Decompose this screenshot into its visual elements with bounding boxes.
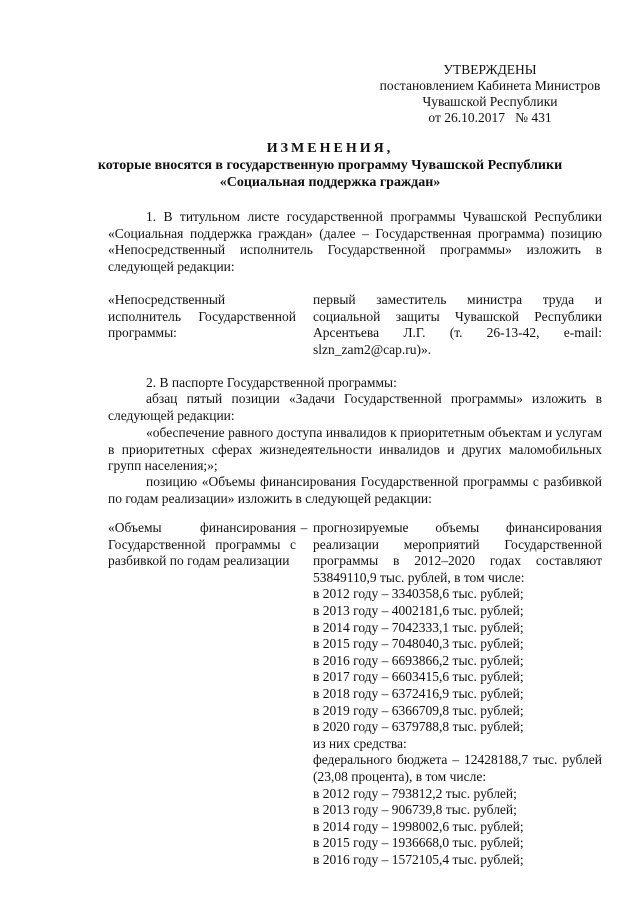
finance-federal-year-line: в 2014 году – 1998002,6 тыс. рублей; [313,818,524,834]
finance-dash: – [300,520,308,535]
finance-federal: федерального бюджета – 12428188,7 тыс. рублей (23,08 процента), в том числе: [313,752,602,784]
approval-date-number: от 26.10.2017 № 431 [428,110,552,125]
finance-label: «Объемы финансирования Государственной программы с разбивкой по годам реализации [108,520,296,569]
section2-heading: 2. В паспорте Государственной программы: [146,375,397,390]
document-title [60,140,600,191]
section2-p3: позицию «Объемы финансирования Государственной программы с разбивкой по годам реализации» изложить в следующей редакции: [108,474,602,506]
finance-federal-year-line: в 2016 году – 1572105,4 тыс. рублей; [313,851,524,867]
executor-row [108,292,602,360]
executor-label: «Непосредственный исполнитель Государственной программы: [108,292,296,341]
approval-republic: Чувашской Республики [422,94,558,109]
finance-year-line: в 2015 году – 7048040,3 тыс. рублей; [313,636,524,652]
finance-year-line: в 2012 году – 3340358,6 тыс. рублей; [313,586,524,602]
section1-text: 1. В титульном листе государственной программы Чувашской Республики «Социальная поддержка граждан» (далее – Государственная программа) позицию «Непосредственный исполнитель Государственной программы» изложить в следующей редакции: [108,209,602,274]
title-program-name: «Социальная поддержка граждан» [219,175,441,190]
finance-intro: прогнозируемые объемы финансирования реализации мероприятий Государственной программы в 2012–2020 годах составляют 53849110,9 тыс. рублей, в том числе: [313,520,602,585]
finance-year-line: в 2014 году – 7042333,1 тыс. рублей; [313,619,524,635]
finance-row [108,520,602,905]
section2-p2: «обеспечение равного доступа инвалидов к приоритетным объектам и услугам в приоритетных сферах жизнедеятельности инвалидов и других маломобильных групп населения;»; [108,425,602,474]
finance-value [313,520,602,868]
section2-p1: абзац пятый позиции «Задачи Государственной программы» изложить в следующей редакции: [108,391,602,423]
finance-year-line: в 2017 году – 6603415,6 тыс. рублей; [313,669,524,685]
approval-title: УТВЕРЖДЕНЫ [443,62,537,77]
title-main: ИЗМЕНЕНИЯ, [266,141,394,156]
approval-resolution: постановлением Кабинета Министров [379,78,601,93]
finance-federal-year-line: в 2015 году – 1936668,0 тыс. рублей; [313,835,524,851]
finance-year-line: в 2016 году – 6693866,2 тыс. рублей; [313,652,524,668]
approval-stamp [370,62,610,126]
finance-year-line: в 2018 году – 6372416,9 тыс. рублей; [313,685,524,701]
finance-year-line: в 2019 году – 6366709,8 тыс. рублей; [313,702,524,718]
finance-from-them: из них средства: [313,735,407,751]
executor-value: первый заместитель министра труда и социальной защиты Чувашской Республики Арсентьева Л.Г. (т. 26-13-42, e-mail: slzn_zam2@cap.ru)». [313,292,602,357]
title-subtitle: которые вносятся в государственную программу Чувашской Республики [97,158,563,173]
finance-year-line: в 2013 году – 4002181,6 тыс. рублей; [313,602,524,618]
finance-year-line: в 2020 году – 6379788,8 тыс. рублей; [313,719,524,735]
finance-federal-year-line: в 2013 году – 906739,8 тыс. рублей; [313,802,517,818]
finance-federal-year-line: в 2012 году – 793812,2 тыс. рублей; [313,785,517,801]
